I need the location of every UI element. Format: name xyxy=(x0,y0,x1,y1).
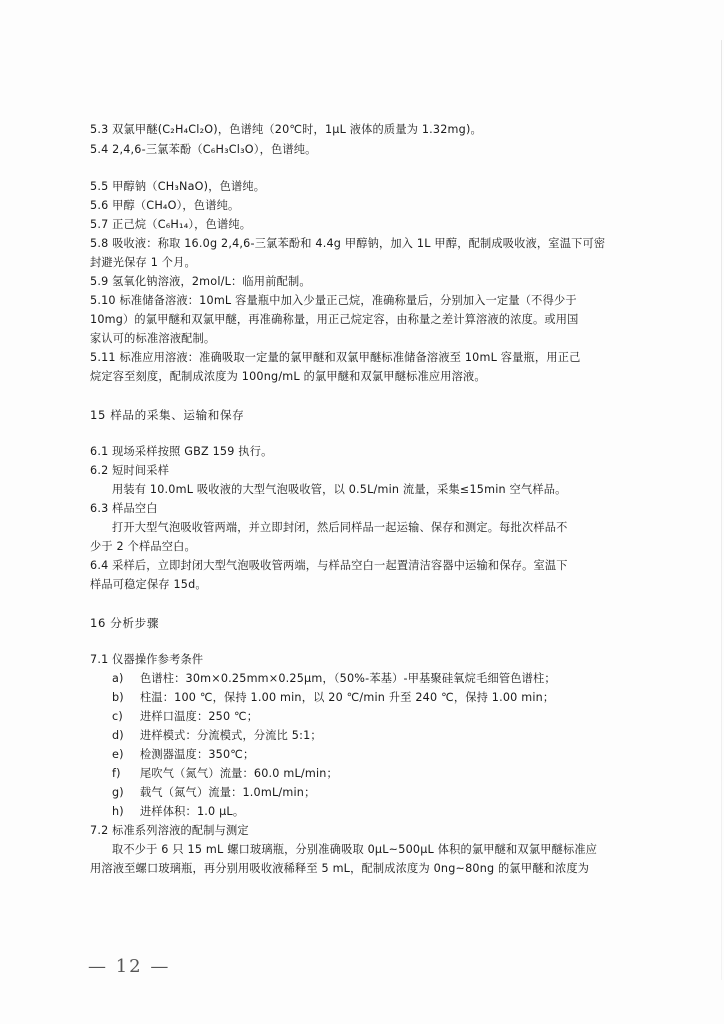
text-line-5-7: 5.7 正己烷（C₆H₁₄），色谱纯。 xyxy=(90,218,252,231)
text-line-5-3: 5.3 双氯甲醚(C₂H₄Cl₂O)，色谱纯（20℃时，1μL 液体的质量为 1.32mg)。 xyxy=(90,123,482,136)
condition-key: g) xyxy=(112,786,124,799)
condition-key: b) xyxy=(112,691,124,704)
text-line-5-10-cont1: 10mg）的氯甲醚和双氯甲醚，再准确称量，用正己烷定容，由称量之差计算溶液的浓度。或用国 xyxy=(90,313,579,326)
text-line-6-3-body: 打开大型气泡吸收管两端，并立即封闭，然后同样品一起运输、保存和测定。每批次样品不 xyxy=(112,521,568,534)
page-edge-shadow xyxy=(721,40,722,980)
text-line-7-2: 7.2 标准系列溶液的配制与测定 xyxy=(90,824,249,837)
text-line-5-10-cont2: 家认可的标准溶液配制。 xyxy=(90,332,216,345)
condition-key: f) xyxy=(112,767,121,780)
text-line-5-6: 5.6 甲醇（CH₄O），色谱纯。 xyxy=(90,199,240,212)
text-line-6-3: 6.3 样品空白 xyxy=(90,502,158,515)
condition-key: d) xyxy=(112,729,124,742)
text-line-6-2-body: 用装有 10.0mL 吸收液的大型气泡吸收管，以 0.5L/min 流量，采集≤15min 空气样品。 xyxy=(112,483,567,496)
text-line-6-4-cont: 样品可稳定保存 15d。 xyxy=(90,578,207,591)
text-line-5-9: 5.9 氢氧化钠溶液，2mol/L：临用前配制。 xyxy=(90,275,311,288)
condition-key: e) xyxy=(112,748,124,761)
condition-text: 进样体积：1.0 μL。 xyxy=(140,805,245,818)
text-line-7-2-cont: 用溶液至螺口玻璃瓶，再分别用吸收液稀释至 5 mL，配制成浓度为 0ng~80ng 的氯甲醚和浓度为 xyxy=(90,862,590,875)
condition-item xyxy=(112,766,634,782)
text-line-6-4: 6.4 采样后，立即封闭大型气泡吸收管两端，与样品空白一起置清洁容器中运输和保存。室温下 xyxy=(90,559,568,572)
condition-item xyxy=(112,747,634,763)
section-heading-16: 16 分析步骤 xyxy=(90,616,160,630)
text-line-5-8-cont: 封避光保存 1 个月。 xyxy=(90,256,196,269)
text-line-6-3-cont: 少于 2 个样品空白。 xyxy=(90,540,196,553)
text-line-6-1: 6.1 现场采样按照 GBZ 159 执行。 xyxy=(90,445,273,458)
condition-text: 进样模式：分流模式，分流比 5:1； xyxy=(140,729,322,742)
condition-key: c) xyxy=(112,710,123,723)
text-line-5-11: 5.11 标准应用溶液：准确吸取一定量的氯甲醚和双氯甲醚标准储备溶液至 10mL 容量瓶，用正己 xyxy=(90,351,581,364)
text-line-5-8: 5.8 吸收液：称取 16.0g 2,4,6-三氯苯酚和 4.4g 甲醇钠，加入 1L 甲醇，配制成吸收液，室温下可密 xyxy=(90,237,606,250)
condition-item xyxy=(112,728,634,744)
condition-key: h) xyxy=(112,805,124,818)
condition-text: 柱温：100 ℃，保持 1.00 min，以 20 ℃/min 升至 240 ℃，保持 1.00 min； xyxy=(140,691,555,704)
text-line-5-11-cont: 烷定容至刻度，配制成浓度为 100ng/mL 的氯甲醚和双氯甲醚标准应用溶液。 xyxy=(90,370,486,383)
condition-text: 检测器温度：350℃； xyxy=(140,748,255,761)
condition-item xyxy=(112,690,634,706)
condition-text: 载气（氮气）流量：1.0mL/min； xyxy=(140,786,316,799)
text-line-6-2: 6.2 短时间采样 xyxy=(90,464,170,477)
text-line-7-1: 7.1 仪器操作参考条件 xyxy=(90,653,204,666)
text-line-5-10: 5.10 标准储备溶液：10mL 容量瓶中加入少量正己烷，准确称量后，分别加入一定量（不得少于 xyxy=(90,294,577,307)
page-number: — 12 — xyxy=(88,956,171,977)
text-line-7-2-body: 取不少于 6 只 15 mL 螺口玻璃瓶，分别准确吸取 0μL~500μL 体积的氯甲醚和双氯甲醚标准应 xyxy=(112,843,598,856)
condition-key: a) xyxy=(112,672,124,685)
condition-text: 尾吹气（氮气）流量：60.0 mL/min； xyxy=(140,767,338,780)
condition-item xyxy=(112,671,634,687)
section-heading-15: 15 样品的采集、运输和保存 xyxy=(90,408,245,422)
text-line-5-5: 5.5 甲醇钠（CH₃NaO)，色谱纯。 xyxy=(90,180,266,193)
condition-text: 色谱柱：30m×0.25mm×0.25μm，（50%-苯基）-甲基聚硅氧烷毛细管色谱柱； xyxy=(140,672,556,685)
condition-item xyxy=(112,804,634,820)
condition-item xyxy=(112,709,634,725)
condition-item xyxy=(112,785,634,801)
condition-text: 进样口温度：250 ℃； xyxy=(140,710,259,723)
text-line-5-4: 5.4 2,4,6-三氯苯酚（C₆H₃Cl₃O），色谱纯。 xyxy=(90,143,317,156)
